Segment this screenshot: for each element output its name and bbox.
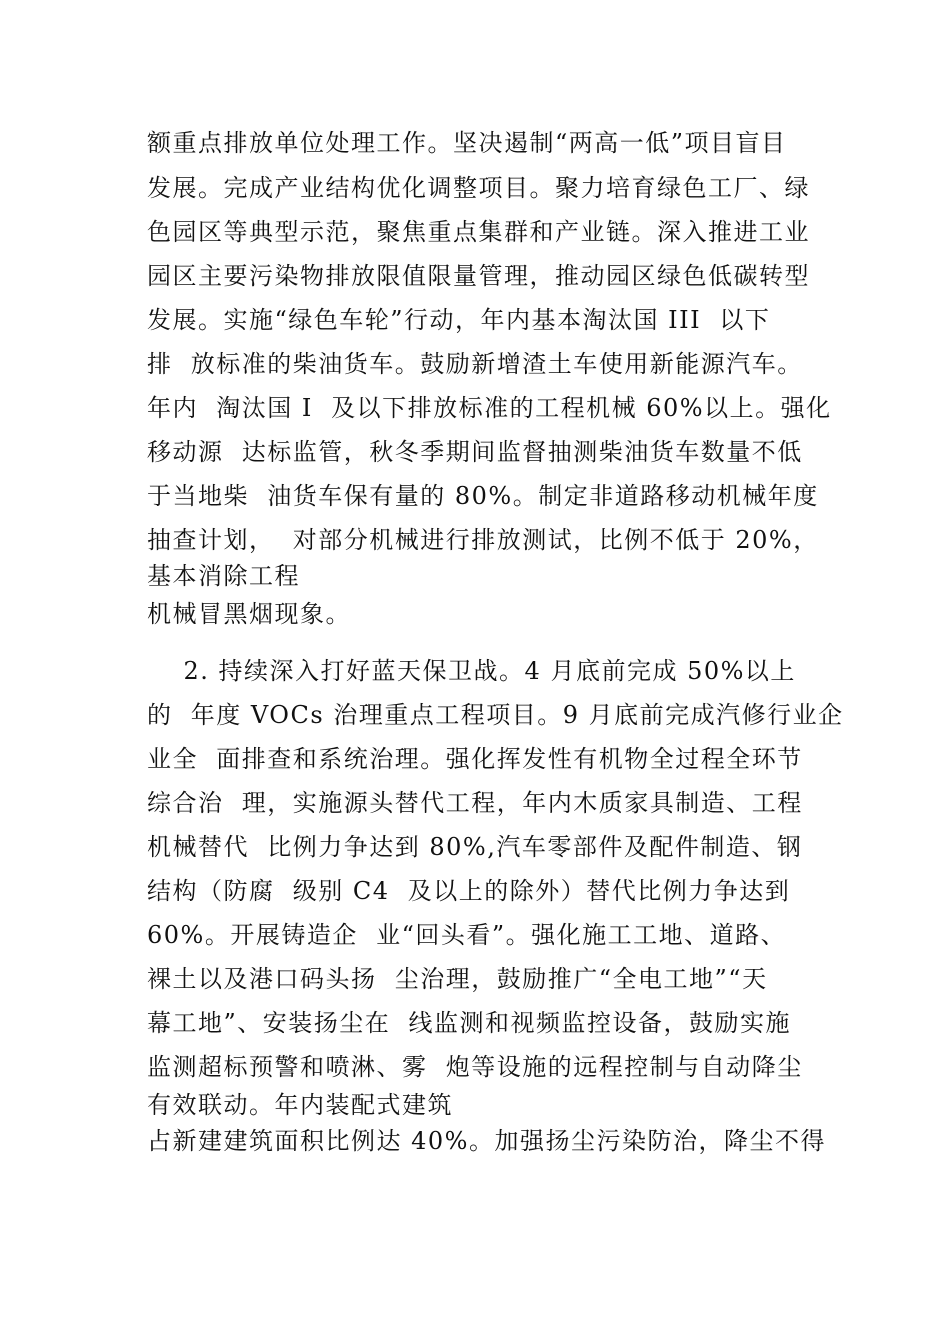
text-line: 业全 面排查和系统治理。强化挥发性有机物全过程全环节 [147, 745, 803, 773]
text-line: 年内 淘汰国 I 及以下排放标准的工程机械 60%以上。强化 [147, 394, 832, 422]
text-line: 2. 持续深入打好蓝天保卫战。4 月底前完成 50%以上 [147, 657, 796, 685]
text-line: 发展。实施“绿色车轮”行动，年内基本淘汰国 III 以下 [147, 306, 771, 334]
text-line: 色园区等典型示范，聚焦重点集群和产业链。深入推进工业 [147, 218, 810, 246]
text-line: 60%。开展铸造企 业“回头看”。强化施工工地、道路、 [147, 921, 787, 949]
text-line: 机械替代 比例力争达到 80%,汽车零部件及配件制造、钢 [147, 833, 803, 861]
text-line: 有效联动。年内装配式建筑 [147, 1091, 453, 1119]
text-line: 园区主要污染物排放限值限量管理，推动园区绿色低碳转型 [147, 262, 810, 290]
text-line: 综合治 理，实施源头替代工程，年内木质家具制造、工程 [147, 789, 803, 817]
text-line: 裸土以及港口码头扬 尘治理，鼓励推广“全电工地”“天 [147, 965, 768, 993]
text-line: 监测超标预警和喷淋、雾 炮等设施的远程控制与自动降尘 [147, 1053, 803, 1081]
text-line: 于当地柴 油货车保有量的 80%。制定非道路移动机械年度 [147, 482, 819, 510]
text-line: 抽查计划， 对部分机械进行排放测试，比例不低于 20%， [147, 526, 819, 554]
text-line: 机械冒黑烟现象。 [147, 600, 351, 628]
text-line: 额重点排放单位处理工作。坚决遏制“两高一低”项目盲目 [147, 129, 787, 157]
text-line: 排 放标准的柴油货车。鼓励新增渣土车使用新能源汽车。 [147, 350, 803, 378]
text-line: 的 年度 VOCs 治理重点工程项目。9 月底前完成汽修行业企 [147, 701, 844, 729]
text-line: 发展。完成产业结构优化调整项目。聚力培育绿色工厂、绿 [147, 174, 810, 202]
text-line: 幕工地”、安装扬尘在 线监测和视频监控设备，鼓励实施 [147, 1009, 792, 1037]
text-line: 结构（防腐 级别 C4 及以上的除外）替代比例力争达到 [147, 877, 791, 905]
text-line: 占新建建筑面积比例达 40%。加强扬尘污染防治，降尘不得 [147, 1127, 826, 1155]
text-line: 移动源 达标监管，秋冬季期间监督抽测柴油货车数量不低 [147, 438, 803, 466]
text-line: 基本消除工程 [147, 562, 300, 590]
